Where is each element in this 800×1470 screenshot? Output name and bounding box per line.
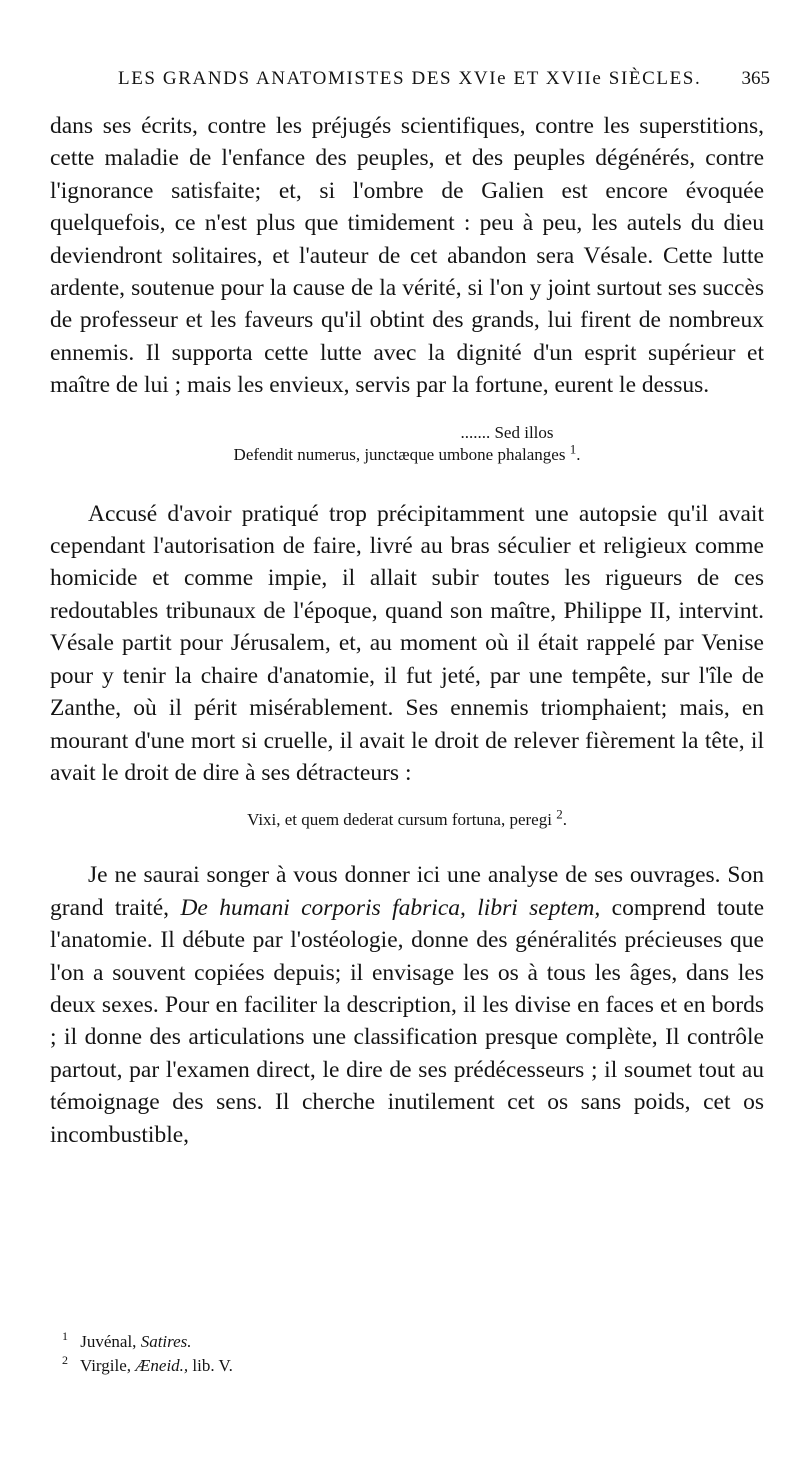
footnote-1 (62, 1330, 233, 1354)
page-number: 365 (741, 68, 770, 89)
paragraph-3 (50, 859, 764, 1151)
footnote-ref-2: 2 (556, 806, 563, 822)
book-title: De humani corporis fabrica, libri septem, (180, 894, 601, 921)
juvenal-quote (50, 422, 764, 466)
footnote-ref-1: 1 (569, 441, 577, 456)
page-body (50, 110, 764, 1151)
quote-line-2: Defendit numerus, junctæque umbone phalanges $^1$. (233, 441, 581, 464)
paragraph-3-intro: Je ne saurai songer à vous donner ici une analyse de ses ouvrages. Son grand traité, (50, 862, 764, 921)
footnote-number: 2 (62, 1353, 68, 1368)
virgil-quote: Vixi, et quem dederat cursum fortuna, peregi $^2$. (247, 806, 567, 830)
quote-line-2-text: Defendit numerus, junctæque umbone phalanges (233, 444, 566, 464)
paragraph-2: Accusé d'avoir pratiqué trop précipitamment une autopsie qu'il avait cependant l'autorisation de faire, livré au bras séculier et religieux comme homicide et comme impie, il allait subir toutes les rigueurs de ces redoutables tribunaux de l'époque, quand son maître, Philippe II, intervint. Vésale partit pour Jérusalem, et, au moment où il était rappelé par Venise pour y tenir la chaire d'anatomie, il fut jeté, par une tempête, sur l'île de Zanthe, où il périt misérablement. Ses ennemis triomphaient; mais, en mourant d'une mort si cruelle, il avait le droit de relever fièrement la tête, il avait le droit de dire à ses détracteurs : (50, 500, 764, 786)
footnote-work: Satires. (140, 1332, 192, 1351)
virgil-quote-text: Vixi, et quem dederat cursum fortuna, peregi (247, 810, 552, 830)
paragraph-1: dans ses écrits, contre les préjugés scientifiques, contre les superstitions, cette maladie de l'enfance des peuples, et des peuples dégénérés, contre l'ignorance satisfaite; et, si l'ombre de Galien est encore évoquée quelquefois, ce n'est plus que timidement : peu à peu, les autels du dieu deviendront solitaires, et l'auteur de cet abandon sera Vésale. Cette lutte ardente, soutenue pour la cause de la vérité, si l'on y joint surtout ses succès de professeur et les faveurs qu'il obtint des grands, lui firent de nombreux ennemis. Il supporta cette lutte avec la dignité d'un esprit supérieur et maître de lui ; mais les envieux, servis par la fortune, eurent le dessus. (50, 113, 764, 399)
footnote-extra: lib. V. (192, 1356, 233, 1375)
footnote-number: 1 (62, 1329, 68, 1344)
quote-line-1: ....... Sed illos (460, 422, 554, 442)
footnotes (62, 1330, 233, 1378)
paragraph-3-rest: comprend toute l'anatomie. Il débute par l'ostéologie, donne des généralités précieuses que l'on a souvent copiées depuis; il envisage les os à tous les âges, dans les deux sexes. Pour en faciliter la description, il les divise en faces et en bords ; il donne des articulations une classification presque complète, Il contrôle partout, par l'examen direct, le dire de ses prédécesseurs ; il soumet tout au témoignage des sens. Il cherche inutilement cet os sans poids, cet os incombustible, (50, 894, 765, 1148)
footnote-work: Æneid., (135, 1356, 189, 1375)
footnote-author: Juvénal, (80, 1332, 137, 1351)
footnote-2 (62, 1354, 233, 1378)
page-header (118, 68, 770, 96)
footnote-author: Virgile, (79, 1356, 132, 1375)
running-title: LES GRANDS ANATOMISTES DES XVIe ET XVIIe SIÈCLES. (118, 68, 702, 89)
